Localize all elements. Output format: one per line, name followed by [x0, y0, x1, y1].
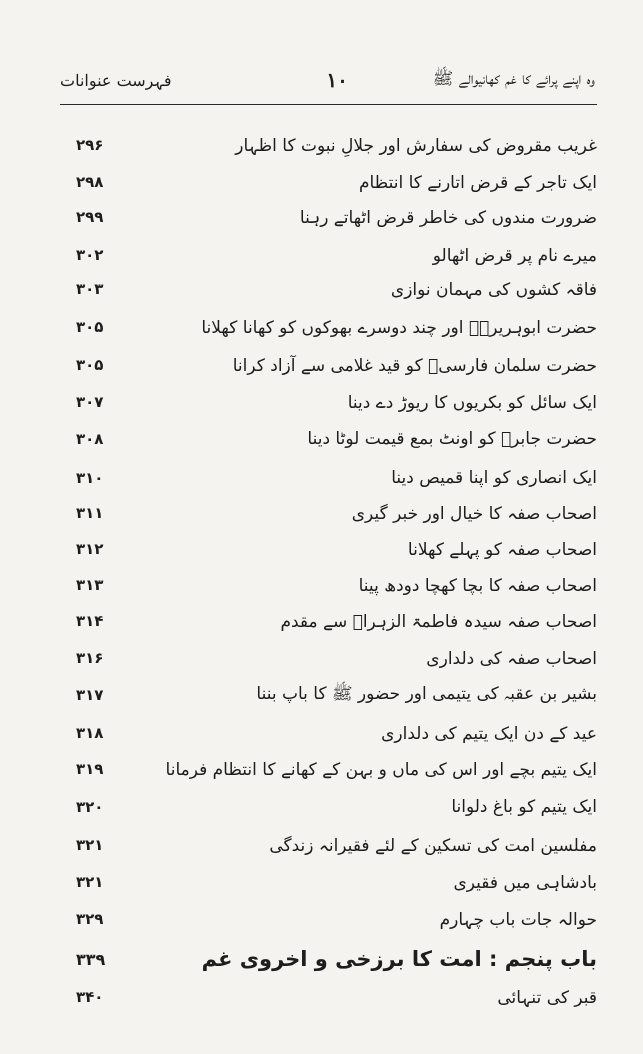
toc-entry-page: ۳۲۱ [76, 836, 104, 854]
toc-entry [76, 272, 597, 306]
toc-entry [76, 348, 597, 382]
toc-entry [76, 752, 597, 786]
toc-entry-page: ۳۲۰ [76, 798, 104, 816]
toc-entry-page: ۳۱۰ [76, 469, 104, 487]
toc-entry [76, 865, 597, 899]
toc-entry-page: ۳۰۵ [76, 318, 104, 336]
toc-entry [76, 128, 597, 162]
header-rule [60, 104, 597, 105]
toc-entry-page: ۳۱۴ [76, 612, 104, 630]
toc-entry [76, 385, 597, 419]
toc-entry-title: حضرت جابرؓ کو اونٹ بمع قیمت لوٹا دینا [307, 429, 597, 449]
toc-entry-page: ۳۱۷ [76, 686, 104, 704]
section-label: فہرست عنوانات [60, 70, 172, 90]
toc-entry-title: باب پنجم : امت کا برزخی و اخروی غم [201, 947, 597, 971]
toc-entry-page: ۲۹۶ [76, 136, 104, 154]
toc-entry-page: ۲۹۸ [76, 173, 104, 191]
toc-entry-title: ایک یتیم کو باغ دلوانا [451, 797, 597, 817]
toc-entry [76, 461, 597, 495]
running-title: وہ اپنے پرائے کا غم کھانیوالے ﷺ [432, 68, 595, 89]
toc-chapter-heading [76, 942, 597, 976]
toc-entry [76, 568, 597, 602]
toc-entry-title: بادشاہی میں فقیری [453, 872, 597, 893]
toc-entry-title: ایک انصاری کو اپنا قمیص دینا [391, 468, 597, 488]
toc-entry-page: ۳۱۲ [76, 540, 104, 558]
toc-entry-page: ۳۰۷ [76, 393, 104, 411]
toc-entry-title: غریب مقروض کی سفارش اور جلالِ نبوت کا اظہار [235, 135, 597, 156]
toc-entry-title: حوالہ جات باب چہارم [439, 909, 597, 930]
toc-entry [76, 641, 597, 675]
toc-entry-page: ۳۴۰ [76, 988, 104, 1006]
toc-entry [76, 678, 597, 712]
toc-entry-title: ایک تاجر کے قرض اتارنے کا انتظام [358, 172, 597, 193]
toc-entry-title: بشیر بن عقبہ کی یتیمی اور حضور ﷺ کا باپ بننا [256, 683, 597, 704]
toc-entry-page: ۳۰۸ [76, 430, 104, 448]
toc-entry [76, 902, 597, 936]
toc-entry [76, 790, 597, 824]
toc-entry-page: ۳۳۹ [76, 949, 106, 969]
toc-entry-title: فاقہ کشوں کی مہمان نوازی [390, 279, 597, 300]
toc-entry-title: اصحاب صفہ کا بچا کھچا دودھ پینا [358, 575, 597, 596]
toc-entry-page: ۳۰۲ [76, 246, 104, 264]
toc-entry [76, 828, 597, 862]
toc-entry-title: ایک یتیم بچے اور اس کی ماں و بہن کے کھانے کا انتظام فرمانا [165, 759, 597, 780]
toc-entry [76, 165, 597, 199]
toc-entry-title: حضرت سلمان فارسیؓ کو قید غلامی سے آزاد کرانا [232, 355, 597, 376]
toc-entry [76, 238, 597, 272]
toc-entry-title: اصحاب صفہ سیدہ فاطمۃ الزہراؓ سے مقدم [280, 611, 597, 632]
toc-entry [76, 980, 597, 1014]
toc-entry-page: ۳۱۱ [76, 504, 104, 522]
toc-entry [76, 422, 597, 456]
toc-entry-title: عید کے دن ایک یتیم کی دلداری [381, 723, 597, 744]
toc-entry-page: ۳۱۶ [76, 649, 104, 667]
toc-entry-title: حضرت ابوہریرہؓ اور چند دوسرے بھوکوں کو کھانا کھلانا [201, 317, 597, 338]
toc-entry-title: قبر کی تنہائی [497, 987, 597, 1008]
toc-entry [76, 532, 597, 566]
toc-entry-page: ۳۱۸ [76, 724, 104, 742]
toc-entry [76, 496, 597, 530]
toc-entry-page: ۳۱۳ [76, 576, 104, 594]
toc-entry-title: اصحاب صفہ کو پہلے کھلانا [407, 539, 597, 560]
toc-entry-page: ۳۲۱ [76, 873, 104, 891]
toc-entry-title: ایک سائل کو بکریوں کا ریوڑ دے دینا [347, 392, 597, 413]
toc-entry-page: ۳۰۵ [76, 356, 104, 374]
toc-entry-page: ۳۱۹ [76, 760, 104, 778]
toc-entry [76, 604, 597, 638]
page-header [60, 60, 595, 100]
toc-entry-title: مفلسین امت کی تسکین کے لئے فقیرانہ زندگی [269, 835, 597, 856]
toc-entry [76, 200, 597, 234]
toc-entry-title: اصحاب صفہ کی دلداری [426, 648, 597, 669]
toc-entry [76, 716, 597, 750]
toc-entry-page: ۳۰۳ [76, 280, 104, 298]
toc-entry-page: ۳۲۹ [76, 910, 104, 928]
toc-entry [76, 310, 597, 344]
toc-entry-page: ۲۹۹ [76, 208, 104, 226]
toc-entry-title: ضرورت مندوں کی خاطر قرض اٹھاتے رہنا [299, 207, 597, 228]
toc-entry-title: میرے نام پر قرض اٹھالو [432, 245, 597, 266]
page-number: ۱۰ [326, 68, 348, 92]
toc-entry-title: اصحاب صفہ کا خیال اور خبر گیری [351, 503, 597, 524]
